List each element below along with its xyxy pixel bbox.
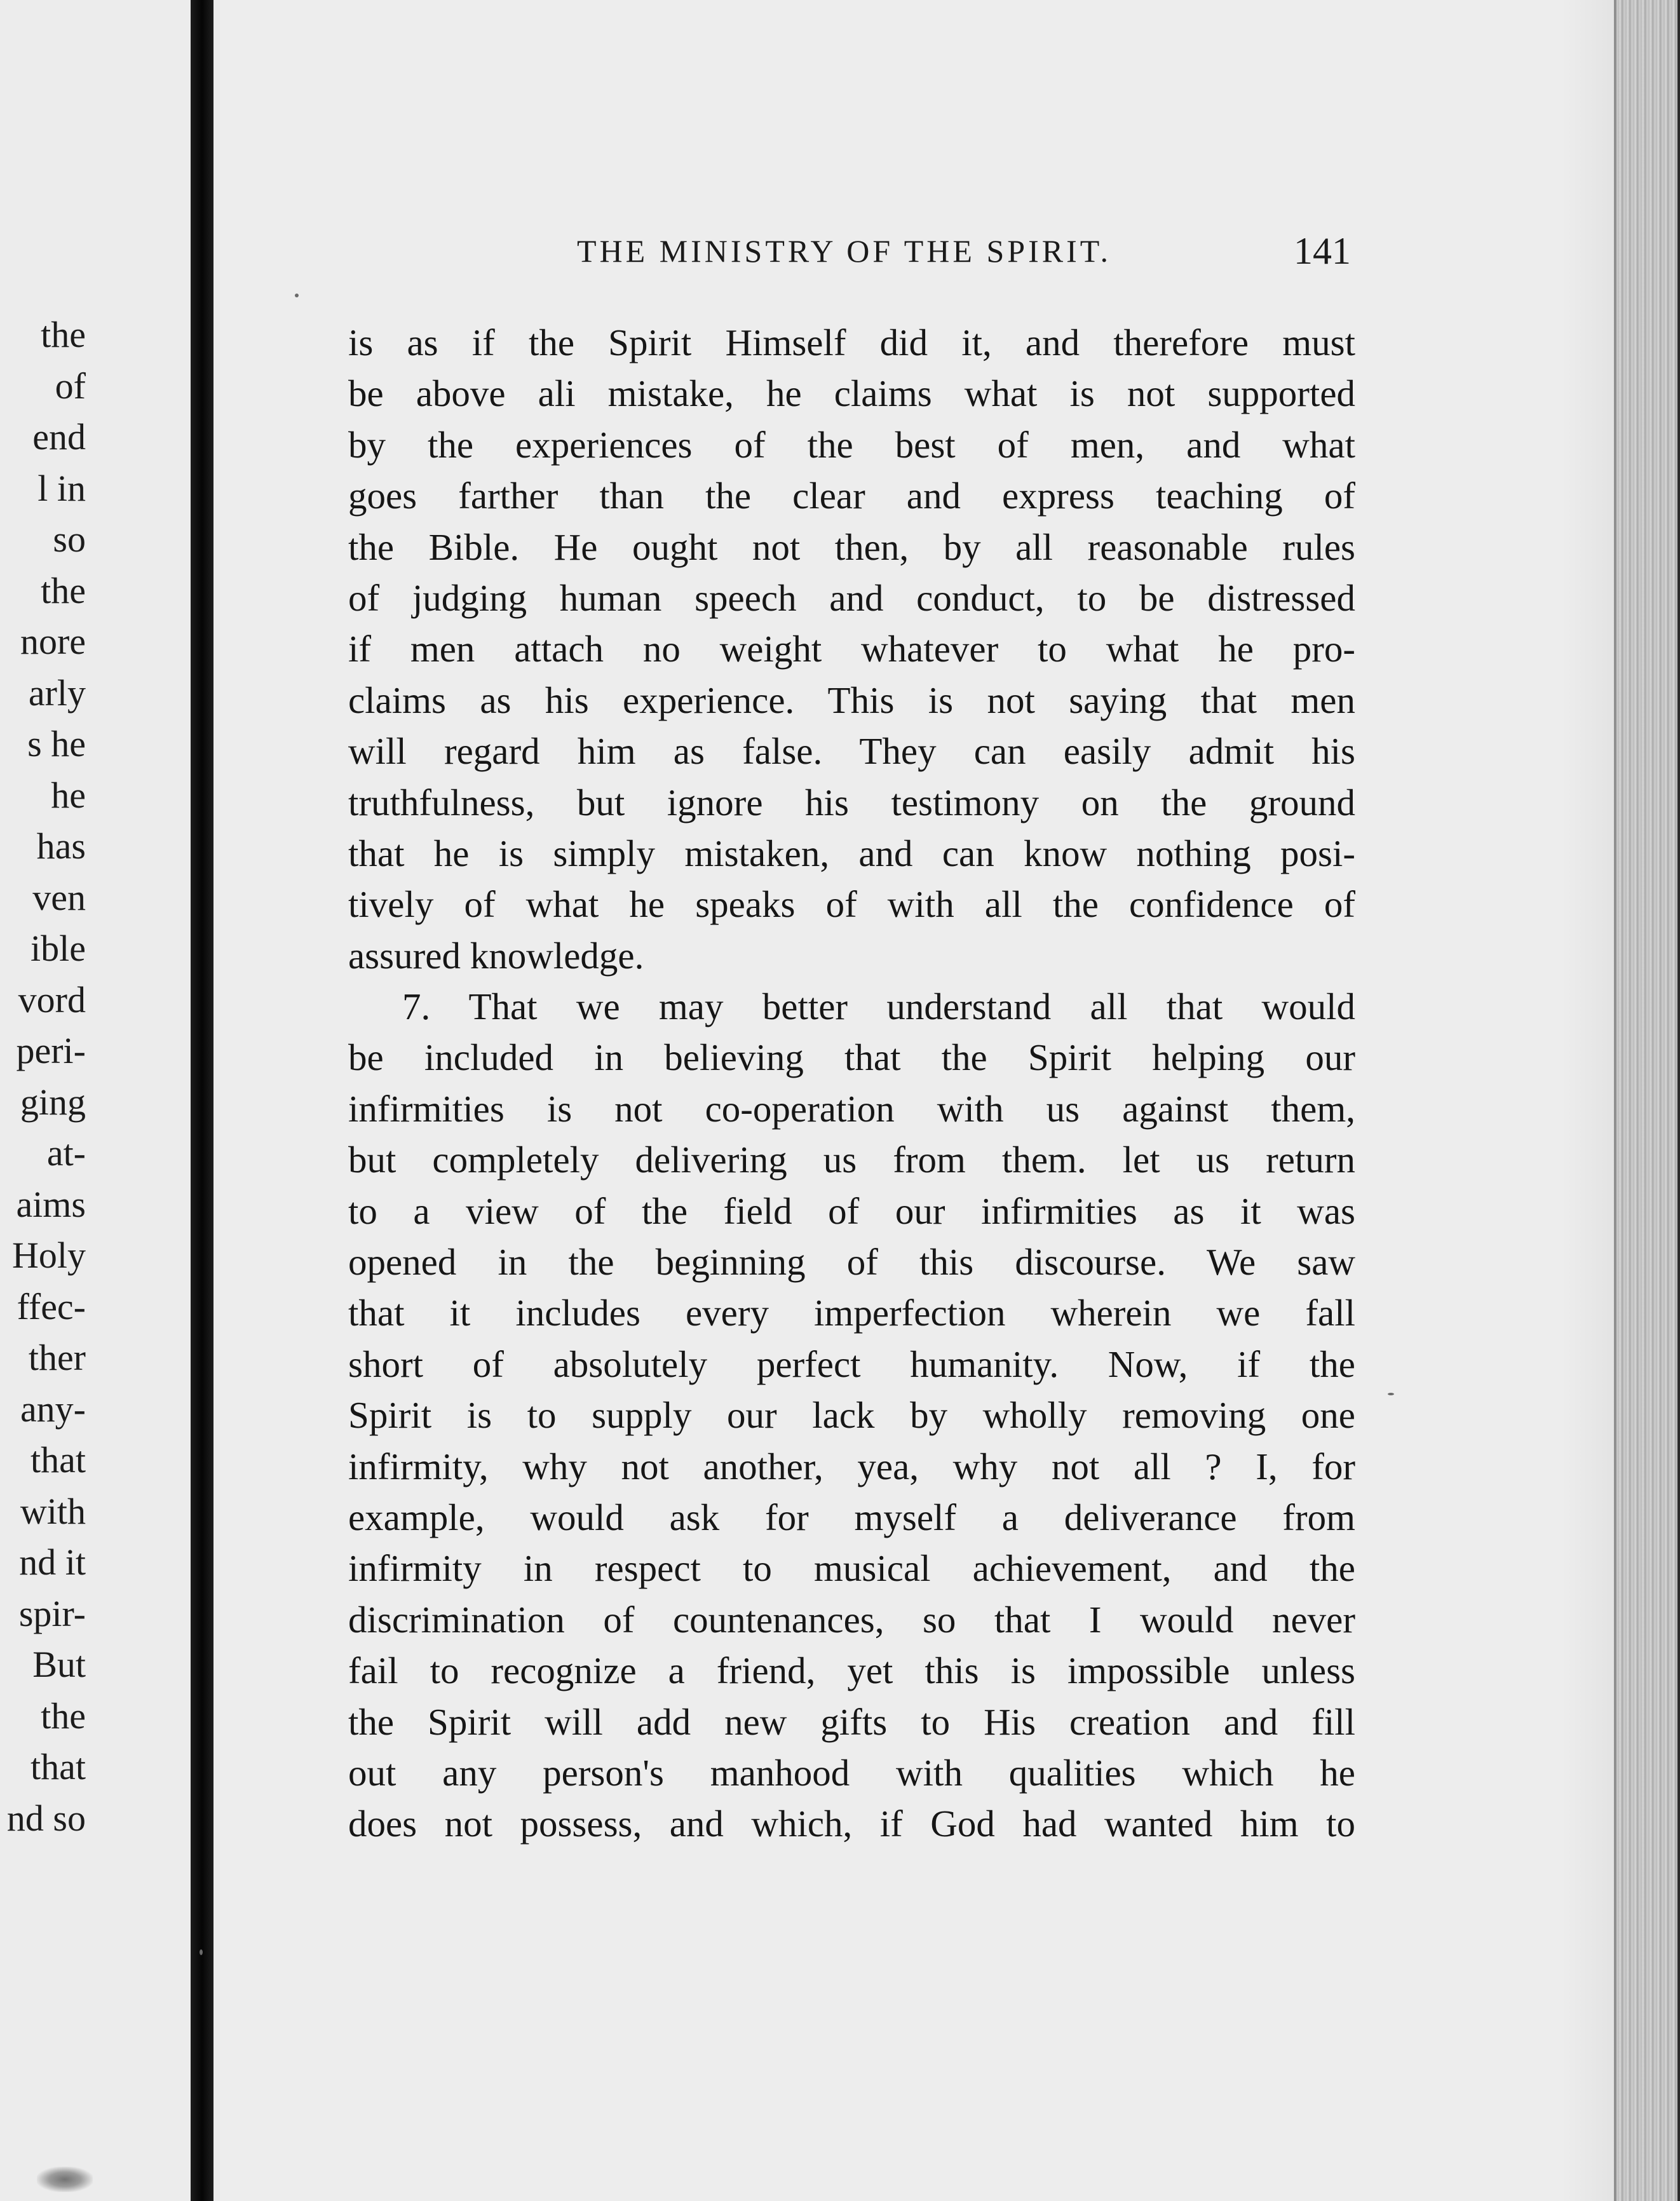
text-line: tively of what he speaks of with all the confidence of [348, 883, 1355, 926]
previous-page-line: aims [16, 1183, 86, 1225]
text-line: 7. That we may better understand all that would [402, 985, 1355, 1028]
previous-page-line: s he [27, 723, 86, 764]
previous-page-line: l in [37, 467, 86, 509]
previous-page-line: But [32, 1644, 86, 1685]
text-line: Spirit is to supply our lack by wholly removing one [348, 1394, 1355, 1437]
text-line: infirmity, why not another, yea, why not all ? I, for [348, 1445, 1355, 1487]
text-line: example, would ask for myself a deliverance from [348, 1496, 1355, 1538]
text-line: that it includes every imperfection wherein we fall [348, 1292, 1355, 1334]
text-line: be above ali mistake, he claims what is not supported [348, 372, 1355, 415]
page-edges [1614, 0, 1680, 2201]
previous-page-line: the [41, 569, 86, 611]
book-gutter [191, 0, 213, 2201]
previous-page-line: with [20, 1490, 86, 1532]
text-line: truthfulness, but ignore his testimony on the ground [348, 781, 1355, 823]
previous-page-line: of [55, 365, 86, 407]
previous-page-line: peri- [16, 1030, 86, 1071]
previous-page-line: any- [20, 1388, 86, 1430]
text-line: be included in believing that the Spirit helping our [348, 1036, 1355, 1079]
ink-smudge [37, 2167, 93, 2192]
text-line: fail to recognize a friend, yet this is impossible unless [348, 1649, 1355, 1692]
text-line: short of absolutely perfect humanity. Now, if the [348, 1343, 1355, 1385]
text-line: claims as his experience. This is not saying that men [348, 679, 1355, 721]
previous-page-line: ging [20, 1081, 86, 1123]
text-line: that he is simply mistaken, and can know nothing posi- [348, 832, 1355, 874]
paper-speck [1388, 1393, 1394, 1395]
text-line: the Bible. He ought not then, by all reasonable rules [348, 525, 1355, 568]
running-head [213, 229, 1637, 273]
page [213, 0, 1637, 2201]
previous-page-line: the [41, 314, 86, 355]
text-line: to a view of the field of our infirmities as it was [348, 1189, 1355, 1232]
previous-page-line: he [51, 774, 86, 816]
previous-page-line: nd it [19, 1541, 86, 1583]
text-line: will regard him as false. They can easily admit his [348, 730, 1355, 773]
text-line: opened in the beginning of this discourse. We saw [348, 1241, 1355, 1283]
text-line: does not possess, and which, if God had wanted him to [348, 1803, 1355, 1845]
previous-page-line: nore [20, 621, 86, 662]
previous-page-line: has [36, 825, 86, 867]
body-text [348, 317, 1355, 1850]
text-line: goes farther than the clear and express teaching of [348, 475, 1355, 517]
previous-page-text [0, 309, 86, 1844]
text-line: of judging human speech and conduct, to be distressed [348, 576, 1355, 619]
paper-speck [295, 294, 299, 297]
previous-page-line: arly [28, 672, 86, 714]
previous-page-line: ible [30, 928, 86, 969]
text-line: the Spirit will add new gifts to His creation and fill [348, 1700, 1355, 1743]
previous-page-line: the [41, 1695, 86, 1737]
previous-page-line: at- [46, 1132, 86, 1174]
previous-page-line: ven [32, 876, 86, 918]
previous-page-line: ther [28, 1337, 86, 1378]
text-line: but completely delivering us from them. let us return [348, 1139, 1355, 1181]
previous-page-line: that [30, 1439, 86, 1480]
text-line: if men attach no weight whatever to what he pro- [348, 628, 1355, 670]
text-line: infirmity in respect to musical achievement, and the [348, 1547, 1355, 1590]
paper-speck [200, 1949, 203, 1955]
previous-page-line: ffec- [17, 1285, 86, 1327]
running-title: THE MINISTRY OF THE SPIRIT. [577, 233, 1112, 269]
previous-page [0, 0, 193, 2201]
text-line: infirmities is not co-operation with us against them, [348, 1087, 1355, 1130]
text-line: out any person's manhood with qualities which he [348, 1751, 1355, 1794]
page-number: 141 [1294, 230, 1351, 272]
text-line: discrimination of countenances, so that I would never [348, 1598, 1355, 1641]
previous-page-line: spir- [18, 1592, 86, 1634]
text-line: assured knowledge. [348, 934, 644, 977]
previous-page-line: vord [18, 979, 86, 1020]
previous-page-line: so [53, 518, 86, 560]
text-line: by the experiences of the best of men, and what [348, 423, 1355, 466]
previous-page-line: that [30, 1746, 86, 1787]
text-line: is as if the Spirit Himself did it, and therefore must [348, 322, 1355, 363]
previous-page-line: Holy [12, 1235, 86, 1276]
previous-page-line: end [32, 416, 86, 457]
previous-page-line: nd so [6, 1797, 86, 1839]
